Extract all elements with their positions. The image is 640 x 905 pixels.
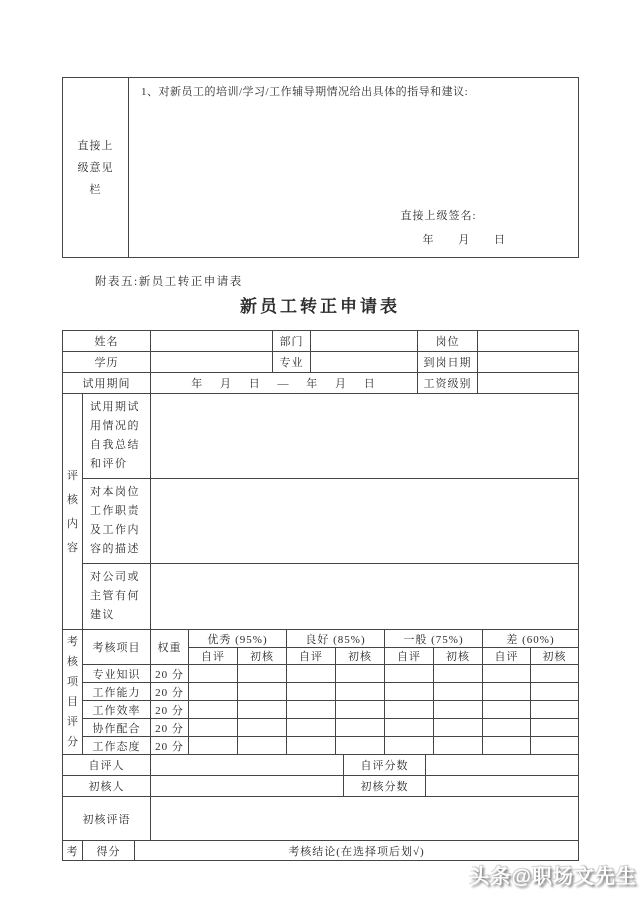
suggestions-label-cell [83,564,151,630]
score-cell [189,701,238,719]
suggestions-label: 对公司或主管有何建议 [90,571,140,621]
score-cell [336,719,385,737]
score-table [62,629,579,755]
remark-label: 初核评语 [63,797,151,841]
self-score-label: 自评分数 [344,755,426,776]
score-cell [189,719,238,737]
conclusion-text: 考核结论(在选择项后划√) [135,841,579,861]
score-cell [434,719,483,737]
score-cell [336,665,385,683]
remark-input-area [151,797,579,841]
score-cell [385,719,434,737]
score-cell [483,737,531,755]
score-cell [531,737,579,755]
self-rate-header: 自评 [287,648,336,665]
score-item-header: 考核项目 [83,630,151,665]
conclusion-table [62,840,579,861]
conclusion-score-label: 得分 [83,841,135,861]
evaluation-section-label: 评核内容 [67,469,78,554]
score-cell [238,719,287,737]
score-cell [238,683,287,701]
first-score-value-cell [426,776,579,797]
score-cell [434,737,483,755]
score-cell [531,665,579,683]
probation-period-value: 年 月 日 — 年 月 日 [151,373,418,394]
supervisor-opinion-area [129,78,579,258]
first-check-header: 初核 [238,648,287,665]
basic-info-table [62,330,579,394]
name-value-cell [151,331,273,352]
score-cell [189,683,238,701]
supervisor-section-label: 直接上级意见栏 [77,139,114,196]
suggestions-input-area [151,564,579,630]
score-cell [483,719,531,737]
self-summary-label: 试用期试用情况的自我总结和评价 [90,401,140,470]
self-rate-header: 自评 [483,648,531,665]
supervisor-signature-label: 直接上级签名: [400,210,477,222]
arrival-date-value-cell [478,352,579,373]
major-label: 专业 [273,352,311,373]
grade-average-header: 一般 (75%) [385,630,483,648]
eval-row-self-summary [63,394,579,479]
toutiao-watermark: 头条@职场文先生 [469,866,637,888]
self-person-value-cell [151,755,344,776]
first-person-label: 初核人 [63,776,151,797]
self-summary-label-cell [83,394,151,479]
score-cell [238,737,287,755]
score-item-weight: 20 分 [151,701,189,719]
evaluation-content-table [62,393,579,630]
score-cell [434,665,483,683]
first-score-label: 初核分数 [344,776,426,797]
post-value-cell [478,331,579,352]
info-row-1 [63,331,579,352]
score-cell [238,665,287,683]
eval-row-suggestions [63,564,579,630]
job-description-label: 对本岗位工作职责及工作内容的描述 [90,486,140,555]
score-cell [483,701,531,719]
score-item-label: 协作配合 [83,719,151,737]
supervisor-opinion-table [62,77,579,258]
salary-grade-label: 工资级别 [418,373,478,394]
score-cell [531,683,579,701]
first-person-value-cell [151,776,344,797]
first-check-header: 初核 [336,648,385,665]
supervisor-section-label-cell [63,78,129,258]
guidance-text: 1、对新员工的培训/学习/工作辅导期情况给出具体的指导和建议: [141,86,469,98]
self-rate-header: 自评 [385,648,434,665]
remark-row [63,797,579,841]
score-cell [483,683,531,701]
score-cell [336,737,385,755]
score-item-label: 工作态度 [83,737,151,755]
score-item-label: 工作效率 [83,701,151,719]
score-header-grades [63,630,579,648]
info-row-3 [63,373,579,394]
score-section-label-cell [63,630,83,755]
score-cell [287,665,336,683]
score-cell [434,701,483,719]
score-cell [287,737,336,755]
score-cell [385,701,434,719]
grade-good-header: 良好 (85%) [287,630,385,648]
info-row-2 [63,352,579,373]
self-rate-header: 自评 [189,648,238,665]
self-score-value-cell [426,755,579,776]
grade-excellent-header: 优秀 (95%) [189,630,287,648]
first-reviewer-row [63,776,579,797]
signature-block [401,207,507,247]
score-cell [336,701,385,719]
score-row-efficiency [63,701,579,719]
application-form [62,330,578,861]
form-caption: 附表五:新员工转正申请表 [95,276,243,288]
score-row-ability [63,683,579,701]
score-row-knowledge [63,665,579,683]
dept-label: 部门 [273,331,311,352]
job-description-input-area [151,479,579,564]
score-item-label: 专业知识 [83,665,151,683]
score-cell [434,683,483,701]
dept-value-cell [311,331,418,352]
post-label: 岗位 [418,331,478,352]
score-cell [287,719,336,737]
self-person-label: 自评人 [63,755,151,776]
major-value-cell [311,352,418,373]
reviewer-table [62,754,579,797]
score-cell [483,665,531,683]
remark-table [62,796,579,841]
grade-poor-header: 差 (60%) [483,630,579,648]
conclusion-row [63,841,579,861]
evaluation-section-label-cell [63,394,83,630]
job-description-label-cell [83,479,151,564]
conclusion-section-label: 考 [63,841,83,861]
score-cell [531,719,579,737]
first-check-header: 初核 [434,648,483,665]
first-check-header: 初核 [531,648,579,665]
score-row-cooperation [63,719,579,737]
score-cell [189,665,238,683]
score-cell [336,683,385,701]
score-item-weight: 20 分 [151,737,189,755]
page-title: 新员工转正申请表 [240,297,400,316]
probation-period-label: 试用期间 [63,373,151,394]
score-cell [238,701,287,719]
score-item-weight: 20 分 [151,719,189,737]
score-weight-header: 权重 [151,630,189,665]
score-item-weight: 20 分 [151,665,189,683]
score-cell [385,683,434,701]
name-label: 姓名 [63,331,151,352]
score-row-attitude [63,737,579,755]
score-cell [287,701,336,719]
score-cell [385,737,434,755]
score-item-label: 工作能力 [83,683,151,701]
eval-row-job-description [63,479,579,564]
education-value-cell [151,352,273,373]
score-section-label: 考核项目评分 [67,636,78,748]
salary-grade-value-cell [478,373,579,394]
score-cell [287,683,336,701]
self-summary-input-area [151,394,579,479]
score-cell [385,665,434,683]
score-cell [189,737,238,755]
score-cell [531,701,579,719]
signature-date-line: 年 月 日 [422,234,506,246]
education-label: 学历 [63,352,151,373]
score-item-weight: 20 分 [151,683,189,701]
self-reviewer-row [63,755,579,776]
arrival-date-label: 到岗日期 [418,352,478,373]
